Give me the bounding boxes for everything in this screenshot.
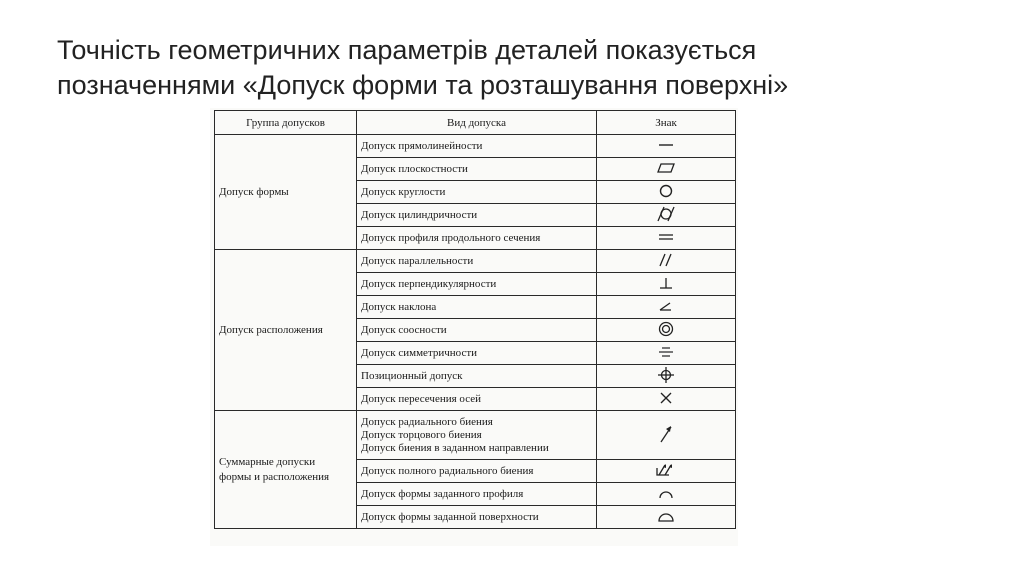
tolerance-sign — [597, 460, 736, 483]
total-runout-icon — [653, 461, 679, 482]
symmetry-icon — [656, 344, 676, 363]
tolerance-kind — [357, 204, 597, 227]
tolerance-kind-line: Допуск полного радиального биения — [361, 464, 534, 477]
tolerance-kind — [357, 181, 597, 204]
tolerance-sign — [597, 388, 736, 411]
table-row — [215, 135, 736, 158]
tolerance-kind — [357, 365, 597, 388]
longitudinal-profile-icon — [656, 230, 676, 247]
tolerance-kind — [357, 483, 597, 506]
tolerance-sign — [597, 135, 736, 158]
flatness-icon — [655, 161, 677, 178]
angularity-icon — [656, 298, 676, 317]
tolerance-kind-line: Допуск наклона — [361, 300, 437, 313]
tolerance-sign — [597, 250, 736, 273]
tolerance-kind — [357, 506, 597, 529]
tolerance-kind — [357, 158, 597, 181]
perpendicularity-icon — [656, 275, 676, 294]
tolerance-kind-line: Допуск параллельности — [361, 254, 474, 267]
tolerance-kind — [357, 319, 597, 342]
profile-line-icon — [656, 486, 676, 503]
tolerance-kind — [357, 342, 597, 365]
tolerance-sign — [597, 158, 736, 181]
header-kind: Вид допуска — [357, 111, 597, 135]
tolerance-kind-line: Допуск биения в заданном направлении — [361, 441, 549, 454]
title-line-2: позначеннями «Допуск форми та розташування поверхні» — [57, 70, 789, 100]
circular-runout-icon — [656, 423, 676, 448]
tolerance-kind-line: Допуск соосности — [361, 323, 447, 336]
header-group: Группа допусков — [215, 111, 357, 135]
table-row — [215, 250, 736, 273]
tolerance-kind — [357, 296, 597, 319]
tolerance-kind-line: Допуск прямолинейности — [361, 139, 483, 152]
tolerance-kind-line: Допуск цилиндричности — [361, 208, 478, 221]
tolerance-sign — [597, 319, 736, 342]
tolerance-kind-line: Позиционный допуск — [361, 369, 463, 382]
tolerance-kind — [357, 227, 597, 250]
tolerance-kind-line: Допуск пересечения осей — [361, 392, 481, 405]
group-label: Суммарные допуски формы и расположения — [215, 411, 357, 529]
circularity-icon — [658, 183, 674, 202]
position-icon — [656, 366, 676, 387]
tolerance-sign — [597, 365, 736, 388]
title-line-1: Точність геометричних параметрів деталей показується — [57, 35, 757, 65]
tolerance-kind — [357, 273, 597, 296]
tolerance-kind — [357, 460, 597, 483]
tolerance-kind — [357, 135, 597, 158]
tolerance-sign — [597, 296, 736, 319]
tolerance-kind-line: Допуск круглости — [361, 185, 446, 198]
tolerance-kind-line: Допуск симметричности — [361, 346, 478, 359]
tolerance-sign — [597, 342, 736, 365]
cylindricity-icon — [654, 205, 678, 226]
tolerance-kind — [357, 411, 597, 460]
tolerance-kind-line: Допуск профиля продольного сечения — [361, 231, 541, 244]
tolerance-kind — [357, 250, 597, 273]
tolerance-kind-line: Допуск плоскостности — [361, 162, 468, 175]
table-header-row — [215, 111, 736, 135]
table-body — [215, 135, 736, 529]
tolerance-kind — [357, 388, 597, 411]
tolerance-sign — [597, 181, 736, 204]
concentricity-icon — [657, 320, 675, 341]
table-row — [215, 411, 736, 460]
group-label: Допуск расположения — [215, 250, 357, 411]
tolerance-sign — [597, 483, 736, 506]
axis-intersection-icon — [657, 390, 675, 409]
straightness-icon — [656, 138, 676, 155]
tolerance-sign — [597, 506, 736, 529]
tolerance-kind-line: Допуск торцового биения — [361, 428, 482, 441]
tolerance-kind-line: Допуск перпендикулярности — [361, 277, 497, 290]
tolerance-table-image — [210, 108, 738, 546]
tolerance-sign — [597, 204, 736, 227]
tolerance-kind-line: Допуск радиального биения — [361, 415, 493, 428]
tolerance-table — [214, 110, 736, 529]
slide-title — [57, 33, 997, 103]
parallelism-icon — [656, 252, 676, 271]
tolerance-kind-line: Допуск формы заданной поверхности — [361, 510, 539, 523]
tolerance-sign — [597, 411, 736, 460]
header-sign: Знак — [597, 111, 736, 135]
profile-surface-icon — [655, 508, 677, 527]
tolerance-sign — [597, 273, 736, 296]
tolerance-sign — [597, 227, 736, 250]
tolerance-kind-line: Допуск формы заданного профиля — [361, 487, 524, 500]
group-label: Допуск формы — [215, 135, 357, 250]
